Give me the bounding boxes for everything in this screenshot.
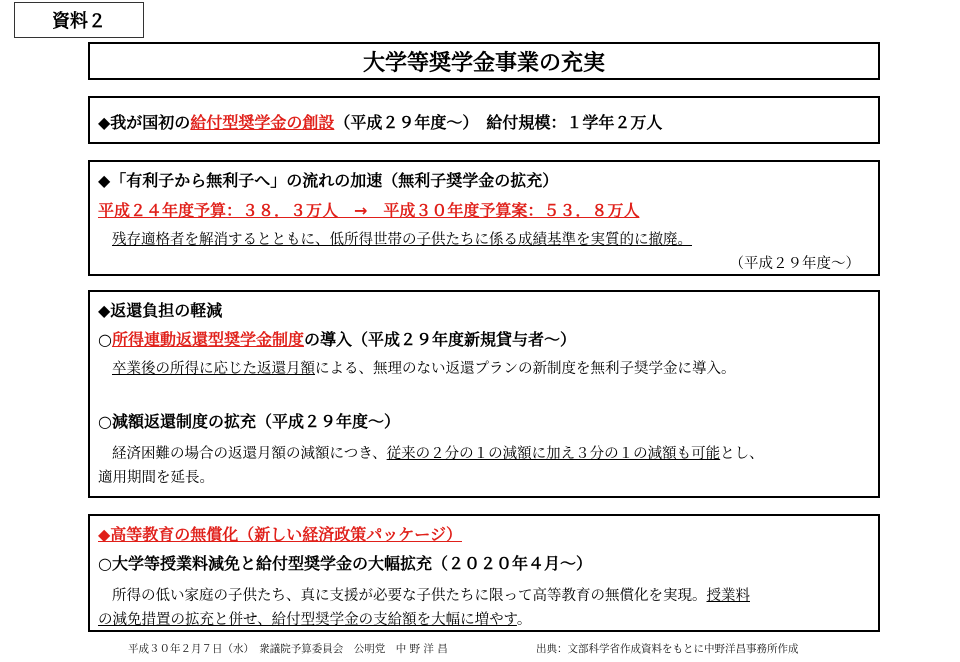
body-end: 。 bbox=[516, 612, 532, 628]
bullet: ○ bbox=[98, 330, 112, 349]
highlight-text: 所得連動返還型奨学金制度 bbox=[111, 330, 304, 349]
reduced-repayment-body-line2: 適用期間を延長。 bbox=[98, 470, 214, 486]
line-prefix: ◆我が国初の bbox=[98, 113, 191, 132]
income-contingent-line bbox=[98, 327, 576, 350]
benefit-scholarship-line bbox=[98, 110, 662, 133]
body-start: 所得の低い家庭の子供たち、真に支援が必要な子供たちに限って高等教育の無償化を実現。 bbox=[112, 588, 707, 604]
line-suffix: の導入（平成２９年度新規貸与者～） bbox=[303, 330, 576, 349]
section-interest-free bbox=[88, 160, 880, 276]
section-heading: ◆「有利子から無利子へ」の流れの加速（無利子奨学金の拡充） bbox=[98, 171, 559, 190]
footer-meeting-info: 平成３０年２月７日（水） 衆議院予算委員会 公明党 中 野 洋 昌 bbox=[128, 643, 448, 655]
section-repayment-relief bbox=[88, 290, 880, 498]
reduced-repayment-body bbox=[112, 442, 764, 463]
body-start: 経済困難の場合の返還月額の減額につき、 bbox=[112, 446, 387, 462]
underlined-text: の減免措置の拡充と併せ、給付型奨学金の支給額を大幅に増やす bbox=[98, 612, 517, 628]
body-rest: による、無理のない返還プランの新制度を無利子奨学金に導入。 bbox=[315, 361, 736, 377]
highlight-text: 給付型奨学金の創設 bbox=[190, 113, 335, 132]
body-text: 残存適格者を解消するとともに、低所得世帯の子供たちに係る成績基準を実質的に撤廃。 bbox=[112, 232, 692, 248]
page-title: 大学等奨学金事業の充実 bbox=[88, 42, 880, 80]
underlined-text: 卒業後の所得に応じた返還月額 bbox=[112, 361, 315, 377]
underlined-text: 授業料 bbox=[706, 588, 750, 604]
sub-heading: ○大学等授業料減免と給付型奨学金の大幅拡充（２０２０年４月～） bbox=[98, 554, 592, 573]
reduced-repayment-heading: ○減額返還制度の拡充（平成２９年度～） bbox=[98, 412, 400, 431]
section-heading: ◆返還負担の軽減 bbox=[98, 301, 223, 320]
body-text-line2 bbox=[98, 608, 531, 629]
document-tag: 資料２ bbox=[14, 2, 144, 38]
budget-line: 平成２４年度予算：３８．３万人 → 平成３０年度予算案：５３．８万人 bbox=[98, 201, 640, 220]
section-heading: ◆高等教育の無償化（新しい経済政策パッケージ） bbox=[98, 525, 462, 544]
period-note: （平成２９年度～） bbox=[729, 256, 860, 272]
section-free-higher-education bbox=[88, 514, 880, 632]
body-text-line1 bbox=[112, 584, 750, 605]
income-contingent-body bbox=[112, 357, 736, 378]
body-end: とし、 bbox=[720, 446, 764, 462]
footer-source: 出典：文部科学省作成資料をもとに中野洋昌事務所作成 bbox=[536, 643, 799, 655]
underlined-text: 従来の２分の１の減額に加え３分の１の減額も可能 bbox=[386, 446, 721, 462]
line-suffix: （平成２９年度～） 給付規模：１学年２万人 bbox=[334, 113, 663, 132]
section-benefit-scholarship bbox=[88, 96, 880, 144]
